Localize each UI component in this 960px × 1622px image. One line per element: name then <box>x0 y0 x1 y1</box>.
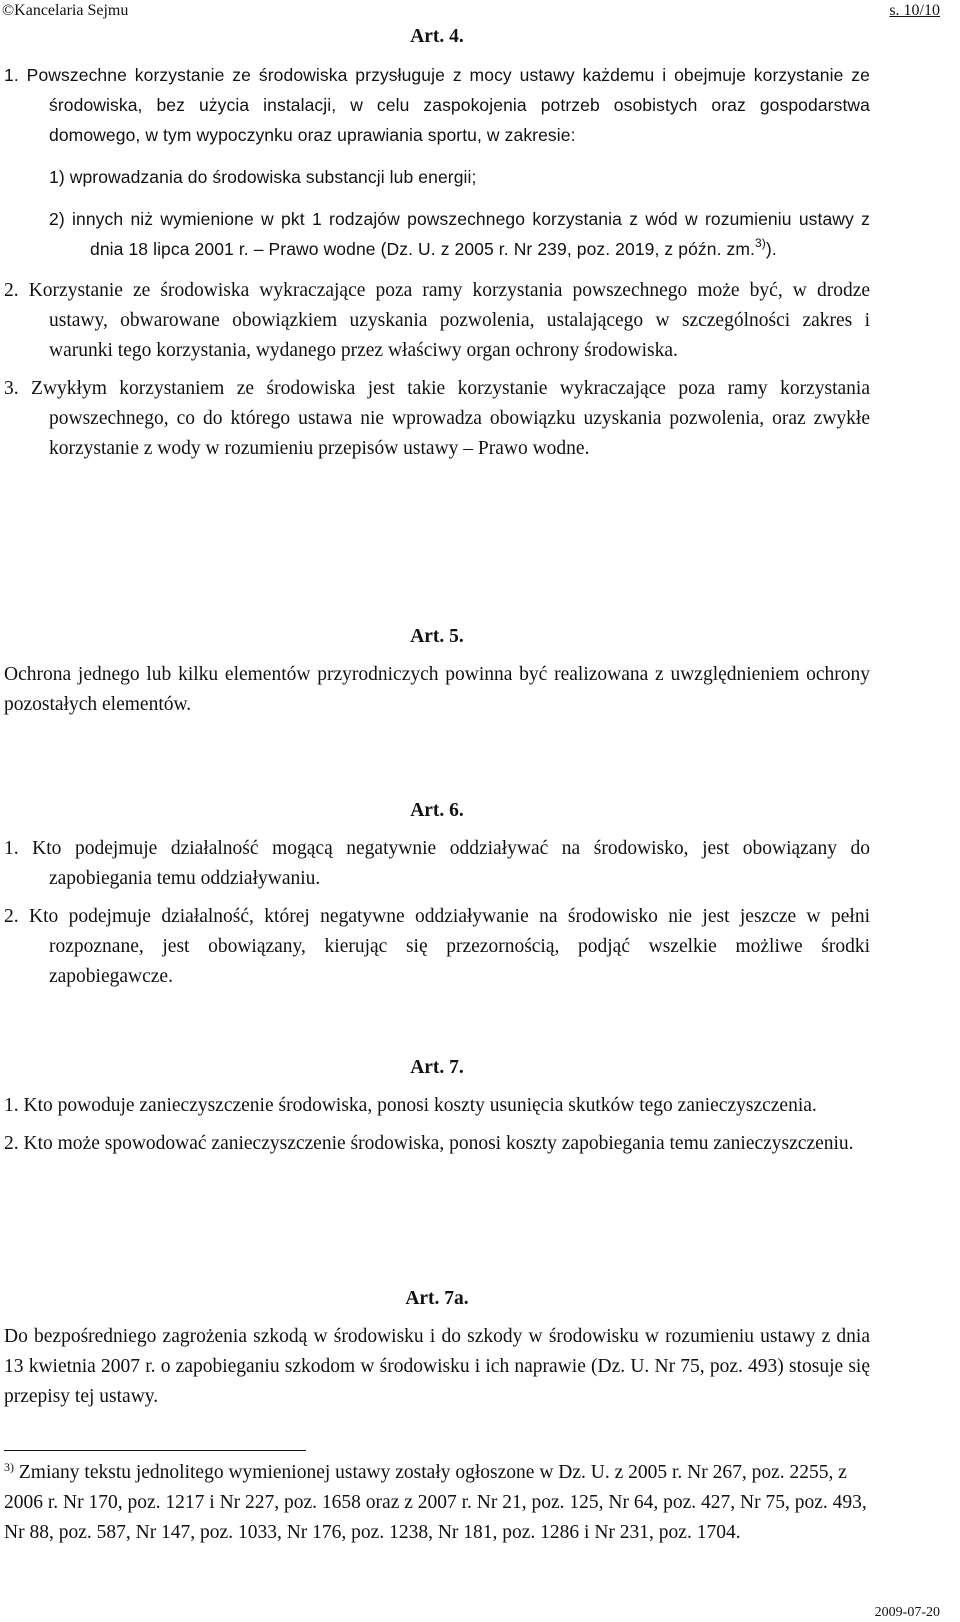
footnote-marker: 3) <box>4 1460 14 1474</box>
article-title: Art. 4. <box>410 26 464 47</box>
paragraph: 3. Zwykłym korzystaniem ze środowiska jest takie korzystanie wykraczające poza ramy korzystania powszechnego, co do którego ustawa nie wprowadza obowiązku uzyskania pozwolenia, oraz zwykłe korzystanie z wody w rozumieniu przepisów ustawy – Prawo wodne. <box>4 378 870 459</box>
footnote-text: Zmiany tekstu jednolitego wymienionej ustawy zostały ogłoszone w Dz. U. z 2005 r. Nr 267, poz. 2255, z 2006 r. Nr 170, poz. 1217 i Nr 227, poz. 1658 oraz z 2007 r. Nr 21, poz. 125, Nr 64, poz. 427, Nr 75, poz. 493, Nr 88, poz. 587, Nr 147, poz. 1033, Nr 176, poz. 1238, Nr 181, poz. 1286 i Nr 231, poz. 1704. <box>4 1462 867 1543</box>
page-header <box>0 0 960 22</box>
article-7 <box>4 1053 870 1159</box>
list-item: 1) wprowadzania do środowiska substancji lub energii; <box>49 167 477 187</box>
paragraph: 2. Korzystanie ze środowiska wykraczające poza ramy korzystania powszechnego może być, w drodze ustawy, obwarowane obowiązkiem uzyskania pozwolenia, ustalającego w szczególności zakres i warunki tego korzystania, wydanego przez właściwy organ ochrony środowiska. <box>4 280 870 361</box>
article-title: Art. 7. <box>410 1057 464 1078</box>
paragraph: 1. Powszechne korzystanie ze środowiska przysługuje z mocy ustawy każdemu i obejmuje korzystanie ze środowiska, bez użycia instalacji, w celu zaspokojenia potrzeb osobistych oraz gospodarstwa domowego, w tym wypoczynku oraz uprawiania sportu, w zakresie: <box>4 65 870 145</box>
paragraph: 1. Kto powoduje zanieczyszczenie środowiska, ponosi koszty usunięcia skutków tego zanieczyszczenia. <box>4 1095 817 1116</box>
article-title: Art. 6. <box>410 800 464 821</box>
article-title: Art. 7a. <box>405 1288 469 1309</box>
article-5 <box>4 622 870 720</box>
publisher-label: ©Kancelaria Sejmu <box>2 2 129 19</box>
paragraph: Do bezpośredniego zagrożenia szkodą w środowisku i do szkody w środowisku w rozumieniu ustawy z dnia 13 kwietnia 2007 r. o zapobieganiu szkodom w środowisku i ich naprawie (Dz. U. Nr 75, poz. 493) stosuje się przepisy tej ustawy. <box>4 1326 870 1407</box>
article-7a <box>4 1284 870 1412</box>
paragraph: Ochrona jednego lub kilku elementów przyrodniczych powinna być realizowana z uwzględnieniem ochrony pozostałych elementów. <box>4 664 870 715</box>
footnote-divider <box>4 1450 306 1451</box>
footnote-reference: 3) <box>755 236 766 250</box>
paragraph: 1. Kto podejmuje działalność mogącą negatywnie oddziaływać na środowisko, jest obowiązany do zapobiegania temu oddziaływaniu. <box>4 838 870 889</box>
paragraph: 2. Kto może spowodować zanieczyszczenie środowiska, ponosi koszty zapobiegania temu zanieczyszczeniu. <box>4 1133 854 1154</box>
document-date: 2009-07-20 <box>874 1605 940 1620</box>
list-item: 2) innych niż wymienione w pkt 1 rodzajów powszechnego korzystania z wód w rozumieniu ustawy z dnia 18 lipca 2001 r. – Prawo wodne (Dz. U. z 2005 r. Nr 239, poz. 2019, z późn. zm.$^{3)}$). <box>49 209 870 259</box>
article-4 <box>4 22 870 464</box>
paragraph: 2. Kto podejmuje działalność, której negatywne oddziaływanie na środowisko nie jest jeszcze w pełni rozpoznane, jest obowiązany, kierując się przezornością, podjąć wszelkie możliwe środki zapobiegawcze. <box>4 906 870 987</box>
footnote <box>4 1458 870 1548</box>
article-6 <box>4 796 870 992</box>
page-number: s. 10/10 <box>889 2 940 19</box>
article-title: Art. 5. <box>410 626 464 647</box>
